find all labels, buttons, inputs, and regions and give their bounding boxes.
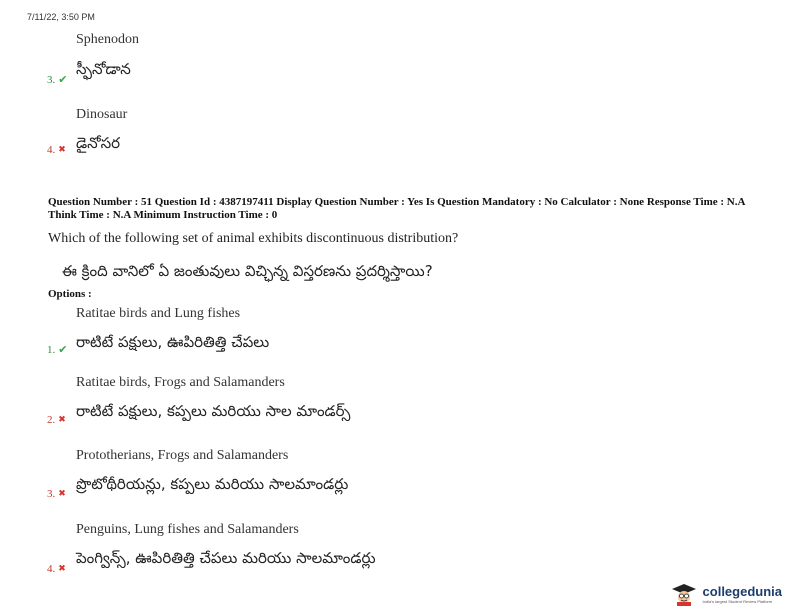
check-icon: ✔ <box>58 73 68 86</box>
option-text-en: Sphenodon <box>76 32 139 47</box>
student-mascot-icon <box>669 582 699 606</box>
option-text-te: రాటిటే పక్షులు, ఊపిరితిత్తి చేపలు <box>76 333 270 351</box>
cross-icon: ✖ <box>58 145 66 155</box>
option-number: 3. ✔ <box>47 73 68 86</box>
question-text-te: ఈ క్రింది వానిలో ఏ జంతువులు విచ్ఛిన్న విస్తరణను ప్రదర్శిస్తాయి? <box>62 262 433 280</box>
cross-icon: ✖ <box>58 415 66 425</box>
option-text-en: Penguins, Lung fishes and Salamanders <box>76 522 299 537</box>
option-number: 3. ✖ <box>47 488 66 500</box>
options-label: Options : <box>48 288 92 300</box>
option-number: 4. ✖ <box>47 563 66 575</box>
option-text-en: Dinosaur <box>76 107 128 122</box>
option-number: 2. ✖ <box>47 414 66 426</box>
check-icon: ✔ <box>58 343 68 356</box>
print-timestamp: 7/11/22, 3:50 PM <box>27 12 95 22</box>
option-text-en: Ratitae birds and Lung fishes <box>76 306 241 321</box>
question-meta: Question Number : 51 Question Id : 4387197411 Display Question Number : Yes Is Question Mandatory : No Calculator : None Response Time : N.A Think Time : N.A Minimum Instruction Time : 0 <box>48 196 745 221</box>
option-text-te: స్ఫీనోడాన <box>76 60 131 78</box>
option-text-en: Prototherians, Frogs and Salamanders <box>76 448 289 463</box>
option-text-te: పెంగ్విన్స్, ఊపిరితిత్తి చేపలు మరియు సాలమాండర్లు <box>76 549 376 567</box>
option-text-te: రాటిటే పక్షులు, కప్పలు మరియు సాల మాండర్స్ <box>76 402 351 420</box>
cross-icon: ✖ <box>58 564 66 574</box>
option-text-te: ప్రొటోథీరియన్లు, కప్పలు మరియు సాలమాండర్లు <box>76 475 349 493</box>
collegedunia-logo <box>669 582 782 606</box>
option-text-te: డైనోసర <box>76 134 120 152</box>
option-number: 1. ✔ <box>47 343 68 356</box>
brand-name: collegedunia <box>702 583 782 599</box>
option-number: 4. ✖ <box>47 144 66 156</box>
cross-icon: ✖ <box>58 489 66 499</box>
question-text-en: Which of the following set of animal exhibits discontinuous distribution? <box>48 231 459 246</box>
option-text-en: Ratitae birds, Frogs and Salamanders <box>76 375 285 390</box>
brand-tagline: India's largest Student Review Platform <box>702 598 773 604</box>
